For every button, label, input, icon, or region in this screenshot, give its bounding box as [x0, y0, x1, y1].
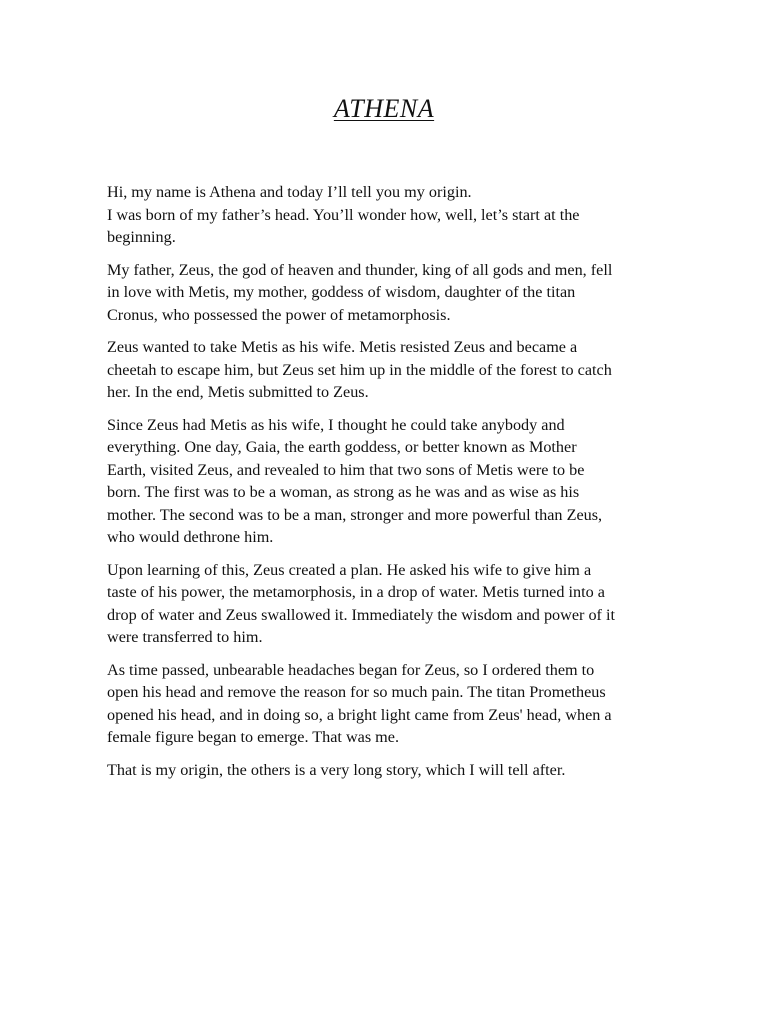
paragraph-line: opened his head, and in doing so, a bright light came from Zeus' head, when a: [107, 705, 612, 724]
paragraph-line: who would dethrone him.: [107, 528, 274, 546]
paragraph: [107, 259, 667, 327]
paragraph-line: beginning.: [107, 228, 176, 246]
paragraph-line: Upon learning of this, Zeus created a plan. He asked his wife to give him a: [107, 560, 592, 579]
paragraph: [107, 181, 667, 249]
paragraph-line: in love with Metis, my mother, goddess of wisdom, daughter of the titan: [107, 283, 576, 301]
paragraph-line: open his head and remove the reason for so much pain. The titan Prometheus: [107, 683, 606, 701]
paragraph-line: drop of water and Zeus swallowed it. Immediately the wisdom and power of it: [107, 605, 615, 624]
paragraph-line: taste of his power, the metamorphosis, in a drop of water. Metis turned into a: [107, 583, 605, 601]
paragraph-line: born. The first was to be a woman, as strong as he was and as wise as his: [107, 483, 580, 501]
paragraph-line: My father, Zeus, the god of heaven and thunder, king of all gods and men, fell: [107, 260, 613, 279]
paragraph: [107, 759, 667, 782]
paragraph: [107, 559, 667, 649]
paragraph-line: female figure began to emerge. That was me.: [107, 728, 400, 746]
paragraph: [107, 414, 667, 549]
paragraph-line: everything. One day, Gaia, the earth goddess, or better known as Mother: [107, 438, 577, 456]
paragraph-line: I was born of my father’s head. You’ll wonder how, well, let’s start at the: [107, 205, 580, 224]
paragraph-line: As time passed, unbearable headaches began for Zeus, so I ordered them to: [107, 660, 595, 679]
document-body: [107, 181, 667, 791]
paragraph-line: Hi, my name is Athena and today I’ll tell you my origin.: [107, 183, 472, 201]
paragraph-line: Cronus, who possessed the power of metamorphosis.: [107, 305, 451, 324]
paragraph-line: Since Zeus had Metis as his wife, I thought he could take anybody and: [107, 415, 565, 434]
paragraph-line: were transferred to him.: [107, 628, 263, 646]
paragraph-line: Earth, visited Zeus, and revealed to him that two sons of Metis were to be: [107, 460, 585, 479]
paragraph: [107, 659, 667, 749]
paragraph: [107, 336, 667, 404]
paragraph-line: Zeus wanted to take Metis as his wife. Metis resisted Zeus and became a: [107, 338, 578, 356]
paragraph-line: That is my origin, the others is a very long story, which I will tell after.: [107, 760, 566, 779]
paragraph-line: mother. The second was to be a man, stronger and more powerful than Zeus,: [107, 505, 603, 524]
paragraph-line: her. In the end, Metis submitted to Zeus.: [107, 383, 369, 401]
paragraph-line: cheetah to escape him, but Zeus set him up in the middle of the forest to catch: [107, 360, 612, 379]
document-title: ATHENA: [333, 94, 435, 123]
